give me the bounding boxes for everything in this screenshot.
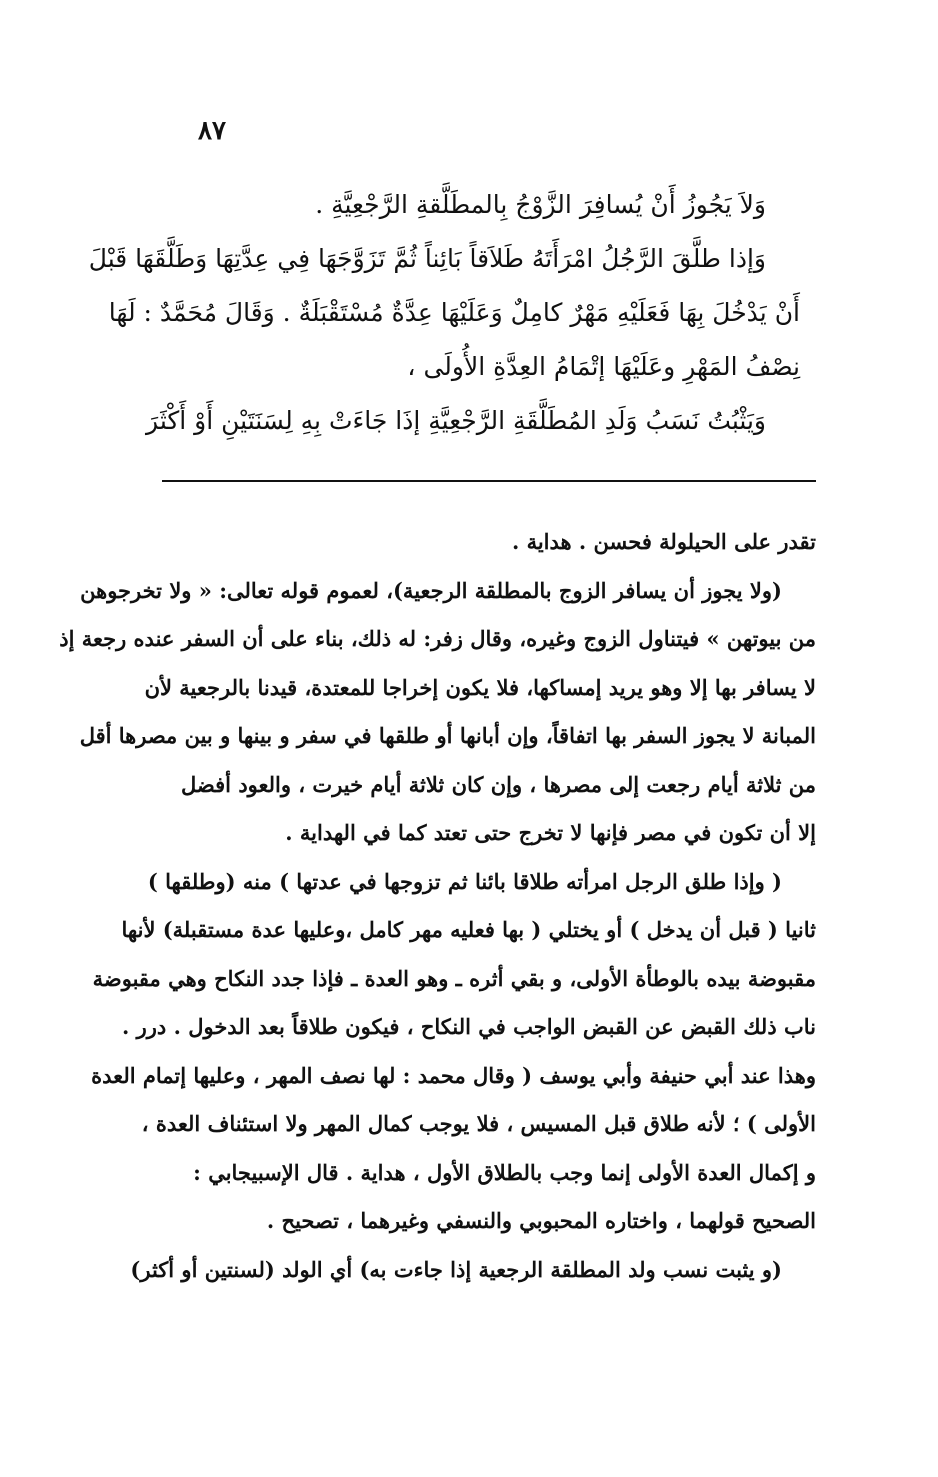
commentary-line: الأولى ) ؛ لأنه طلاق قبل المسيس ، فلا يوجب كمال المهر ولا استئناف العدة ، [141,1111,816,1136]
commentary-line: من بيوتهن » فيتناول الزوج وغيره، وقال زفر: له ذلك، بناء على أن السفر عنده رجعة إذ [59,626,816,651]
commentary-line: المبانة لا يجوز السفر بها اتفاقاً، وإن أبانها أو طلقها في سفر و بينها و بين مصرها أقل [79,723,816,748]
commentary-line: ثانيا ( قبل أن يدخل ) أو يختلي ( بها فعليه مهر كامل ،وعليها عدة مستقبلة) لأنها [121,917,816,942]
main-text-line: أَنْ يَدْخُلَ بِهَا فَعَلَيْهِ مَهْرٌ كامِلٌ وَعَلَيْهَا عِدَّةٌ مُسْتَقْبَلَةٌ . وَقَالَ مُحَمَّدٌ : لَهَا [108,298,800,327]
commentary-line: (ولا يجوز أن يسافر الزوج بالمطلقة الرجعية)، لعموم قوله تعالى: « ولا تخرجوهن [80,577,782,603]
commentary-line: مقبوضة بيده بالوطأة الأولى، و بقي أثره ـ وهو العدة ـ فإذا جدد النكاح وهي مقبوضة [92,965,816,991]
main-text-line: وَإذا طلَّقَ الرَّجُلُ امْرَأَتَهُ طَلاَقاً بَائِناً ثُمَّ تَزَوَّجَهَا فِي عِدَّتِهَا وَطَلَّقَهَا قَبْلَ [88,244,766,273]
main-text-line: وَيَثْبُتُ نَسَبُ وَلَدِ المُطَلَّقَةِ الرَّجْعِيَّةِ إذَا جَاءَتْ بِهِ لِسَنَتَيْنِ أَوْ أَكْثَرَ [146,406,766,435]
commentary-line: (و يثبت نسب ولد المطلقة الرجعية إذا جاءت به) أي الولد (لسنتين أو أكثر) [130,1256,782,1282]
commentary-line: من ثلاثة أيام رجعت إلى مصرها ، وإن كان ثلاثة أيام خيرت ، والعود أفضل [181,771,816,797]
commentary-line: إلا أن تكون في مصر فإنها لا تخرج حتى تعتد كما في الهداية . [285,820,816,845]
main-text [88,178,800,448]
commentary-line: وهذا عند أبي حنيفة وأبي يوسف ( وقال محمد : لها نصف المهر ، وعليها إتمام العدة [91,1062,816,1088]
commentary-line: الصحيح قولهما ، واختاره المحبوبي والنسفي وغيرهما ، تصحيح . [266,1208,816,1233]
commentary-line: لا يسافر بها إلا وهو يريد إمساكها، فلا يكون إخراجا للمعتدة، قيدنا بالرجعية لأن [144,674,816,700]
main-text-line: وَلاَ يَجُوزُ أَنْ يُسافِرَ الزَّوْجُ بِالمطَلَّقةِ الرَّجْعِيَّةِ . [315,190,766,219]
commentary-text [59,518,816,1294]
commentary-line: ( وإذا طلق الرجل امرأته طلاقا بائنا ثم تزوجها في عدتها ) منه (وطلقها ) [147,868,782,894]
commentary-line: تقدر على الحيلولة فحسن . هداية . [511,529,816,554]
commentary-line: و إكمال العدة الأولى إنما وجب بالطلاق الأول ، هداية . قال الإسبيجابي : [193,1159,816,1185]
divider-line [162,480,816,482]
commentary-line: ناب ذلك القبض عن القبض الواجب في النكاح ، فيكون طلاقاً بعد الدخول . درر . [122,1014,816,1039]
page-number: ٨٧ [198,116,226,146]
main-text-line: نِصْفُ المَهْرِ وعَلَيْهَا إتْمَامُ العِدَّةِ الأُولَى ، [407,352,800,381]
